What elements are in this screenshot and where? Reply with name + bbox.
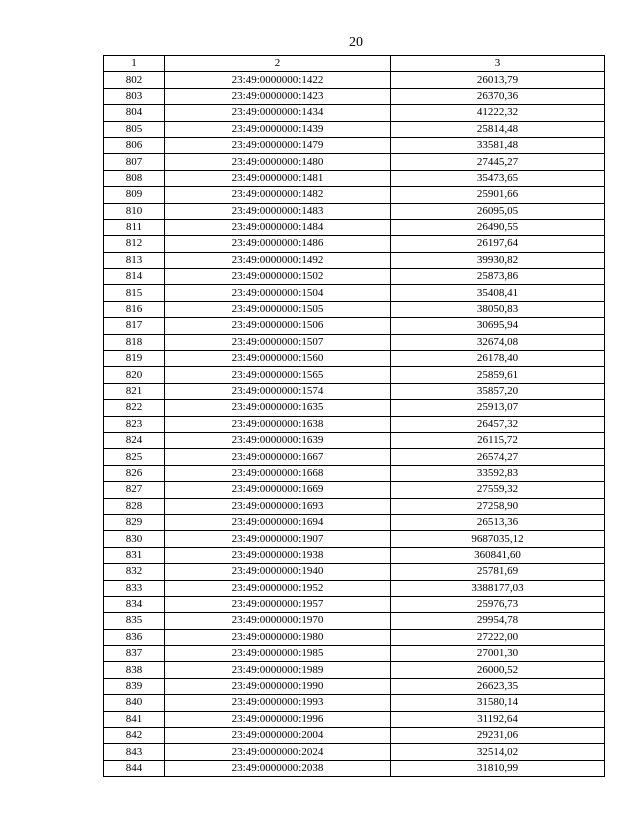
cadastral-number-cell: 23:49:0000000:1574 [165,383,391,399]
cadastral-number-cell: 23:49:0000000:1907 [165,531,391,547]
table-row [104,498,605,514]
table-row [104,613,605,629]
cadastral-number-cell: 23:49:0000000:1480 [165,154,391,170]
row-number-cell: 802 [104,72,165,88]
table-row [104,760,605,776]
table-row [104,88,605,104]
row-number-cell: 834 [104,596,165,612]
table-row [104,449,605,465]
value-cell: 29954,78 [391,613,605,629]
row-number-cell: 805 [104,121,165,137]
row-number-cell: 827 [104,482,165,498]
value-cell: 26095,05 [391,203,605,219]
cadastral-number-cell: 23:49:0000000:1434 [165,105,391,121]
row-number-cell: 842 [104,728,165,744]
table-row [104,137,605,153]
row-number-cell: 818 [104,334,165,350]
cadastral-number-cell: 23:49:0000000:1952 [165,580,391,596]
value-cell: 25781,69 [391,564,605,580]
cadastral-number-cell: 23:49:0000000:1638 [165,416,391,432]
cadastral-number-cell: 23:49:0000000:1667 [165,449,391,465]
cadastral-number-cell: 23:49:0000000:1560 [165,351,391,367]
table-row [104,728,605,744]
table-row [104,482,605,498]
cadastral-number-cell: 23:49:0000000:1482 [165,187,391,203]
value-cell: 26574,27 [391,449,605,465]
cadastral-number-cell: 23:49:0000000:1980 [165,629,391,645]
value-cell: 35473,65 [391,170,605,186]
cadastral-number-cell: 23:49:0000000:1940 [165,564,391,580]
page-number: 20 [349,35,363,50]
value-cell: 35857,20 [391,383,605,399]
cadastral-number-cell: 23:49:0000000:1694 [165,514,391,530]
table-row [104,711,605,727]
value-cell: 25859,61 [391,367,605,383]
row-number-cell: 819 [104,351,165,367]
table-row [104,187,605,203]
cadastral-number-cell: 23:49:0000000:1439 [165,121,391,137]
table-row [104,219,605,235]
row-number-cell: 808 [104,170,165,186]
row-number-cell: 812 [104,236,165,252]
value-cell: 25901,66 [391,187,605,203]
value-cell: 33592,83 [391,465,605,481]
value-cell: 33581,48 [391,137,605,153]
row-number-cell: 824 [104,432,165,448]
row-number-cell: 835 [104,613,165,629]
row-number-cell: 829 [104,514,165,530]
cadastral-number-cell: 23:49:0000000:1993 [165,695,391,711]
value-cell: 26457,32 [391,416,605,432]
row-number-cell: 820 [104,367,165,383]
column-header: 3 [391,56,605,72]
row-number-cell: 837 [104,646,165,662]
row-number-cell: 825 [104,449,165,465]
row-number-cell: 828 [104,498,165,514]
row-number-cell: 804 [104,105,165,121]
row-number-cell: 810 [104,203,165,219]
row-number-cell: 843 [104,744,165,760]
value-cell: 26513,36 [391,514,605,530]
table-row [104,105,605,121]
cadastral-number-cell: 23:49:0000000:1502 [165,269,391,285]
value-cell: 25976,73 [391,596,605,612]
table-row [104,744,605,760]
cadastral-number-cell: 23:49:0000000:1985 [165,646,391,662]
cadastral-number-cell: 23:49:0000000:1486 [165,236,391,252]
cadastral-number-cell: 23:49:0000000:1481 [165,170,391,186]
row-number-cell: 813 [104,252,165,268]
row-number-cell: 821 [104,383,165,399]
row-number-cell: 822 [104,400,165,416]
value-cell: 3388177,03 [391,580,605,596]
value-cell: 32674,08 [391,334,605,350]
value-cell: 30695,94 [391,318,605,334]
table-row [104,547,605,563]
value-cell: 27001,30 [391,646,605,662]
value-cell: 25913,07 [391,400,605,416]
cadastral-number-cell: 23:49:0000000:1507 [165,334,391,350]
table-row [104,564,605,580]
data-table [103,55,605,777]
cadastral-number-cell: 23:49:0000000:2024 [165,744,391,760]
table-row [104,514,605,530]
row-number-cell: 830 [104,531,165,547]
cadastral-number-cell: 23:49:0000000:1492 [165,252,391,268]
value-cell: 26178,40 [391,351,605,367]
table-row [104,646,605,662]
table-row [104,318,605,334]
row-number-cell: 814 [104,269,165,285]
table-row [104,465,605,481]
table-row [104,351,605,367]
cadastral-number-cell: 23:49:0000000:1484 [165,219,391,235]
value-cell: 39930,82 [391,252,605,268]
cadastral-number-cell: 23:49:0000000:1970 [165,613,391,629]
row-number-cell: 806 [104,137,165,153]
value-cell: 31810,99 [391,760,605,776]
table-row [104,432,605,448]
value-cell: 32514,02 [391,744,605,760]
value-cell: 29231,06 [391,728,605,744]
table-row [104,154,605,170]
table-row [104,203,605,219]
cadastral-number-cell: 23:49:0000000:1668 [165,465,391,481]
value-cell: 26013,79 [391,72,605,88]
table-row [104,121,605,137]
value-cell: 26000,52 [391,662,605,678]
table-row [104,170,605,186]
row-number-cell: 832 [104,564,165,580]
table-row [104,416,605,432]
table-row [104,285,605,301]
cadastral-number-cell: 23:49:0000000:1504 [165,285,391,301]
table-row [104,695,605,711]
row-number-cell: 844 [104,760,165,776]
value-cell: 9687035,12 [391,531,605,547]
value-cell: 26115,72 [391,432,605,448]
cadastral-number-cell: 23:49:0000000:1422 [165,72,391,88]
row-number-cell: 803 [104,88,165,104]
cadastral-number-cell: 23:49:0000000:1506 [165,318,391,334]
table-row [104,596,605,612]
cadastral-number-cell: 23:49:0000000:1483 [165,203,391,219]
row-number-cell: 839 [104,678,165,694]
cadastral-number-cell: 23:49:0000000:1505 [165,301,391,317]
table-row [104,334,605,350]
row-number-cell: 840 [104,695,165,711]
table-row [104,269,605,285]
table-row [104,72,605,88]
value-cell: 25814,48 [391,121,605,137]
column-header: 1 [104,56,165,72]
cadastral-number-cell: 23:49:0000000:1669 [165,482,391,498]
value-cell: 31192,64 [391,711,605,727]
value-cell: 35408,41 [391,285,605,301]
value-cell: 26490,55 [391,219,605,235]
value-cell: 38050,83 [391,301,605,317]
cadastral-number-cell: 23:49:0000000:1938 [165,547,391,563]
value-cell: 25873,86 [391,269,605,285]
cadastral-number-cell: 23:49:0000000:1990 [165,678,391,694]
value-cell: 31580,14 [391,695,605,711]
row-number-cell: 826 [104,465,165,481]
cadastral-number-cell: 23:49:0000000:1989 [165,662,391,678]
cadastral-number-cell: 23:49:0000000:2004 [165,728,391,744]
table-body [104,56,605,777]
table-row [104,580,605,596]
cadastral-number-cell: 23:49:0000000:1565 [165,367,391,383]
cadastral-number-cell: 23:49:0000000:1639 [165,432,391,448]
table-row [104,301,605,317]
cadastral-number-cell: 23:49:0000000:1996 [165,711,391,727]
table-row [104,252,605,268]
cadastral-number-cell: 23:49:0000000:1957 [165,596,391,612]
value-cell: 41222,32 [391,105,605,121]
row-number-cell: 838 [104,662,165,678]
value-cell: 26197,64 [391,236,605,252]
column-header: 2 [165,56,391,72]
cadastral-number-cell: 23:49:0000000:1693 [165,498,391,514]
table-row [104,662,605,678]
value-cell: 27222,00 [391,629,605,645]
row-number-cell: 833 [104,580,165,596]
row-number-cell: 817 [104,318,165,334]
row-number-cell: 811 [104,219,165,235]
row-number-cell: 841 [104,711,165,727]
row-number-cell: 807 [104,154,165,170]
row-number-cell: 831 [104,547,165,563]
value-cell: 27258,90 [391,498,605,514]
value-cell: 27445,27 [391,154,605,170]
row-number-cell: 823 [104,416,165,432]
table-header-row [104,56,605,72]
cadastral-number-cell: 23:49:0000000:2038 [165,760,391,776]
table-row [104,383,605,399]
table-row [104,678,605,694]
table-row [104,629,605,645]
cadastral-number-cell: 23:49:0000000:1479 [165,137,391,153]
value-cell: 27559,32 [391,482,605,498]
cadastral-number-cell: 23:49:0000000:1423 [165,88,391,104]
row-number-cell: 809 [104,187,165,203]
cadastral-number-cell: 23:49:0000000:1635 [165,400,391,416]
row-number-cell: 815 [104,285,165,301]
value-cell: 26370,36 [391,88,605,104]
table-row [104,400,605,416]
table-row [104,531,605,547]
value-cell: 26623,35 [391,678,605,694]
table-row [104,236,605,252]
table-row [104,367,605,383]
row-number-cell: 836 [104,629,165,645]
value-cell: 360841,60 [391,547,605,563]
row-number-cell: 816 [104,301,165,317]
